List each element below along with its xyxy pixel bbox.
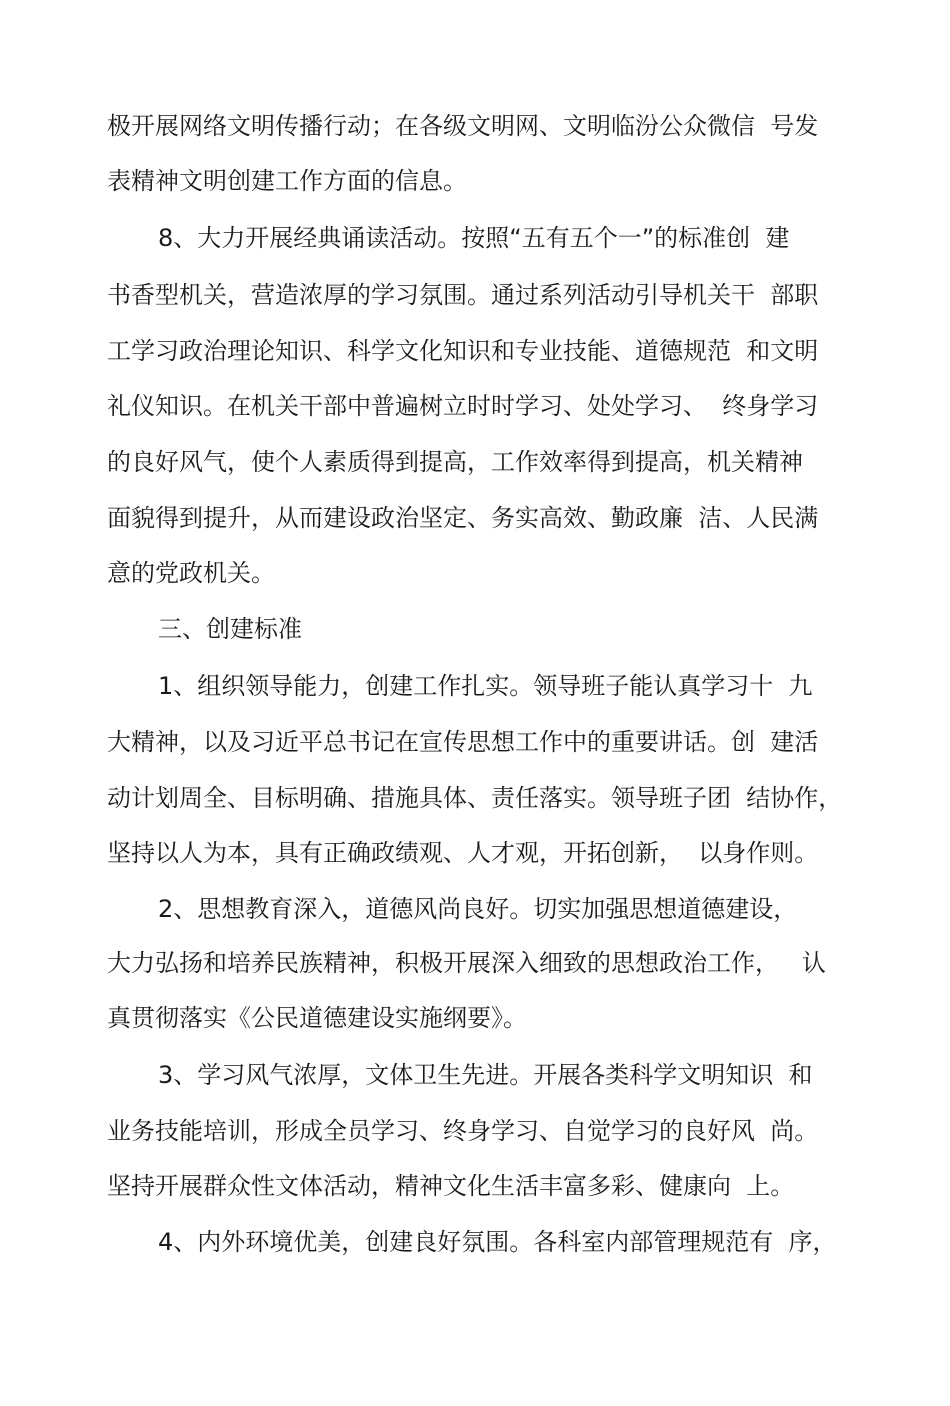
text-line: 的良好风气，使个人素质得到提高，工作效率得到提高，机关精神 [107, 448, 803, 476]
text-line: 大力弘扬和培养民族精神，积极开展深入细致的思想政治工作， 认 [107, 949, 826, 977]
text-line: 坚持以人为本，具有正确政绩观、人才观，开拓创新， 以身作则。 [107, 839, 819, 867]
text-line: 书香型机关，营造浓厚的学习氛围。通过系列活动引导机关干 部职 [107, 281, 819, 309]
text-line: 面貌得到提升，从而建设政治坚定、务实高效、勤政廉 洁、人民满 [107, 504, 819, 532]
text-line: 4、内外环境优美，创建良好氛围。各科室内部管理规范有 序， [158, 1228, 837, 1256]
text-line: 礼仪知识。在机关干部中普遍树立时时学习、处处学习、 终身学习 [107, 392, 819, 420]
text-line: 1、组织领导能力，创建工作扎实。领导班子能认真学习十 九 [158, 672, 813, 700]
text-line: 3、学习风气浓厚，文体卫生先进。开展各类科学文明知识 和 [158, 1061, 813, 1089]
text-line: 大精神，以及习近平总书记在宣传思想工作中的重要讲话。创 建活 [107, 728, 819, 756]
text-line: 8、大力开展经典诵读活动。按照“五有五个一”的标准创 建 [158, 224, 790, 252]
text-line: 业务技能培训，形成全员学习、终身学习、自觉学习的良好风 尚。 [107, 1117, 819, 1145]
text-line: 表精神文明创建工作方面的信息。 [107, 167, 467, 195]
text-line: 坚持开展群众性文体活动，精神文化生活丰富多彩、健康向 上。 [107, 1172, 795, 1200]
section-heading: 三、创建标准 [158, 615, 302, 643]
text-line: 工学习政治理论知识、科学文化知识和专业技能、道德规范 和文明 [107, 337, 819, 365]
text-line: 极开展网络文明传播行动；在各级文明网、文明临汾公众微信 号发 [107, 112, 819, 140]
text-line: 动计划周全、目标明确、措施具体、责任落实。领导班子团 结协作， [107, 784, 843, 812]
text-line: 意的党政机关。 [107, 559, 275, 587]
text-line: 真贯彻落实《公民道德建设实施纲要》。 [107, 1004, 527, 1032]
text-line: 2、思想教育深入，道德风尚良好。切实加强思想道德建设， [158, 895, 798, 923]
